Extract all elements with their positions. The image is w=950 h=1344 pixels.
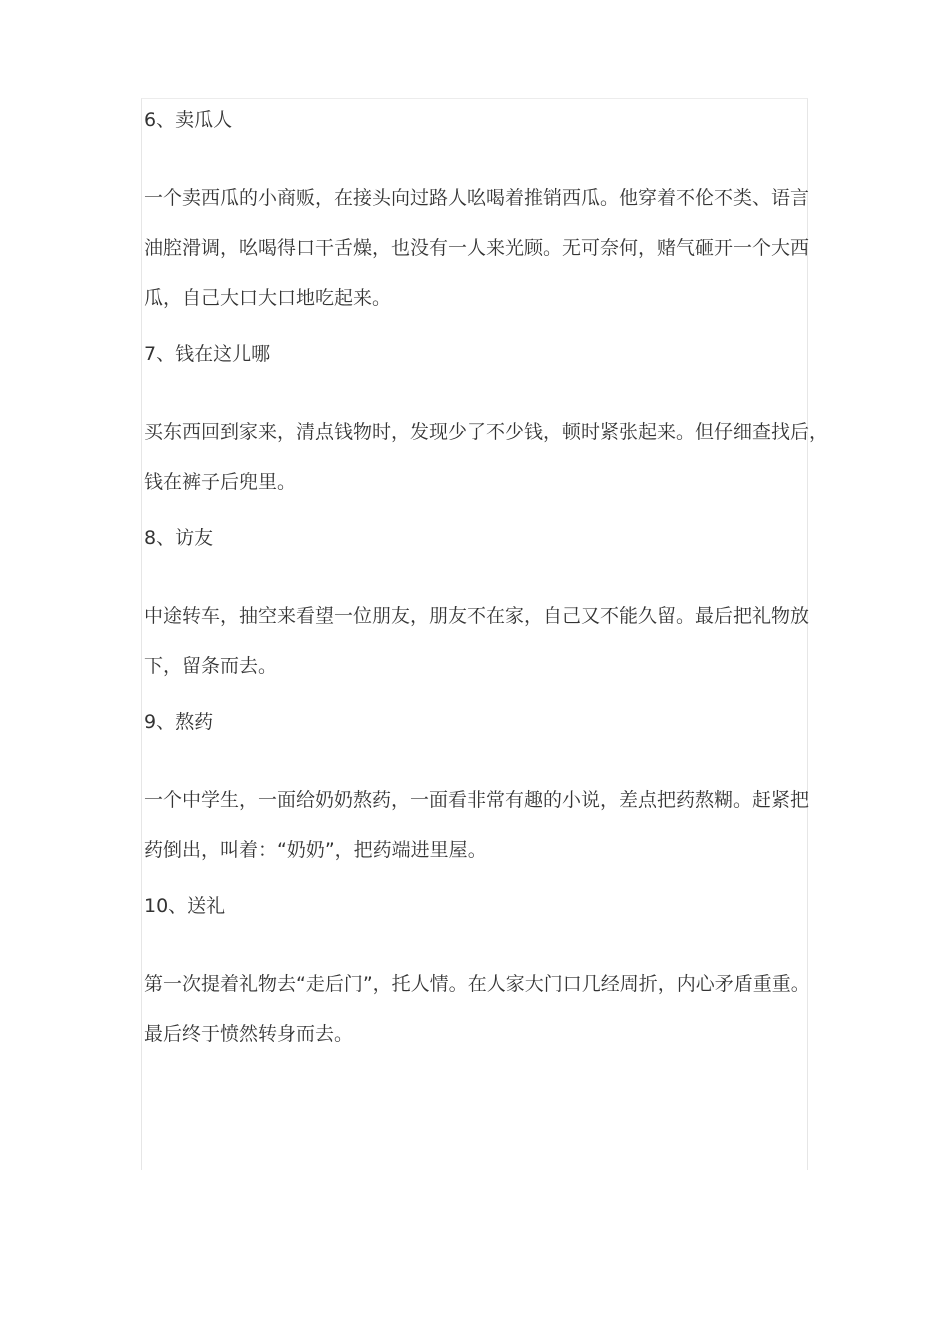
section-paragraph xyxy=(144,407,829,507)
paragraph-line: 第一次提着礼物去“走后门”，托人情。在人家大门口几经周折，内心矛盾重重。 xyxy=(144,973,810,995)
section-heading: 6、卖瓜人 xyxy=(144,109,233,131)
section-7 xyxy=(144,335,829,519)
section-10 xyxy=(144,887,816,1059)
section-paragraph xyxy=(144,775,816,875)
paragraph-line: 钱在裤子后兜里。 xyxy=(144,471,297,493)
paragraph-line: 最后终于愤然转身而去。 xyxy=(144,1023,354,1045)
section-heading: 9、熬药 xyxy=(144,711,214,733)
paragraph-line: 一个中学生，一面给奶奶熬药，一面看非常有趣的小说，差点把药熬糊。赶紧把 xyxy=(144,789,810,811)
paragraph-line: 下，留条而去。 xyxy=(144,655,278,677)
section-paragraph xyxy=(144,959,816,1059)
section-heading: 10、送礼 xyxy=(144,895,226,917)
paragraph-line: 买东西回到家来，清点钱物时，发现少了不少钱，顿时紧张起来。但仔细查找后， xyxy=(144,421,829,443)
section-paragraph xyxy=(144,591,816,691)
section-8 xyxy=(144,519,816,703)
document-body xyxy=(144,101,829,1059)
paragraph-line: 药倒出，叫着：“奶奶”，把药端进里屋。 xyxy=(144,839,487,861)
section-9 xyxy=(144,703,816,887)
paragraph-line: 中途转车，抽空来看望一位朋友，朋友不在家，自己又不能久留。最后把礼物放 xyxy=(144,605,810,627)
section-paragraph xyxy=(144,173,816,323)
paragraph-line: 瓜，自己大口大口地吃起来。 xyxy=(144,287,392,309)
section-heading: 8、访友 xyxy=(144,527,214,549)
paragraph-line: 一个卖西瓜的小商贩，在接头向过路人吆喝着推销西瓜。他穿着不伦不类、语言 xyxy=(144,187,810,209)
section-6 xyxy=(144,101,816,335)
paragraph-line: 油腔滑调，吆喝得口干舌燥，也没有一人来光顾。无可奈何，赌气砸开一个大西 xyxy=(144,237,810,259)
section-heading: 7、钱在这儿哪 xyxy=(144,343,271,365)
